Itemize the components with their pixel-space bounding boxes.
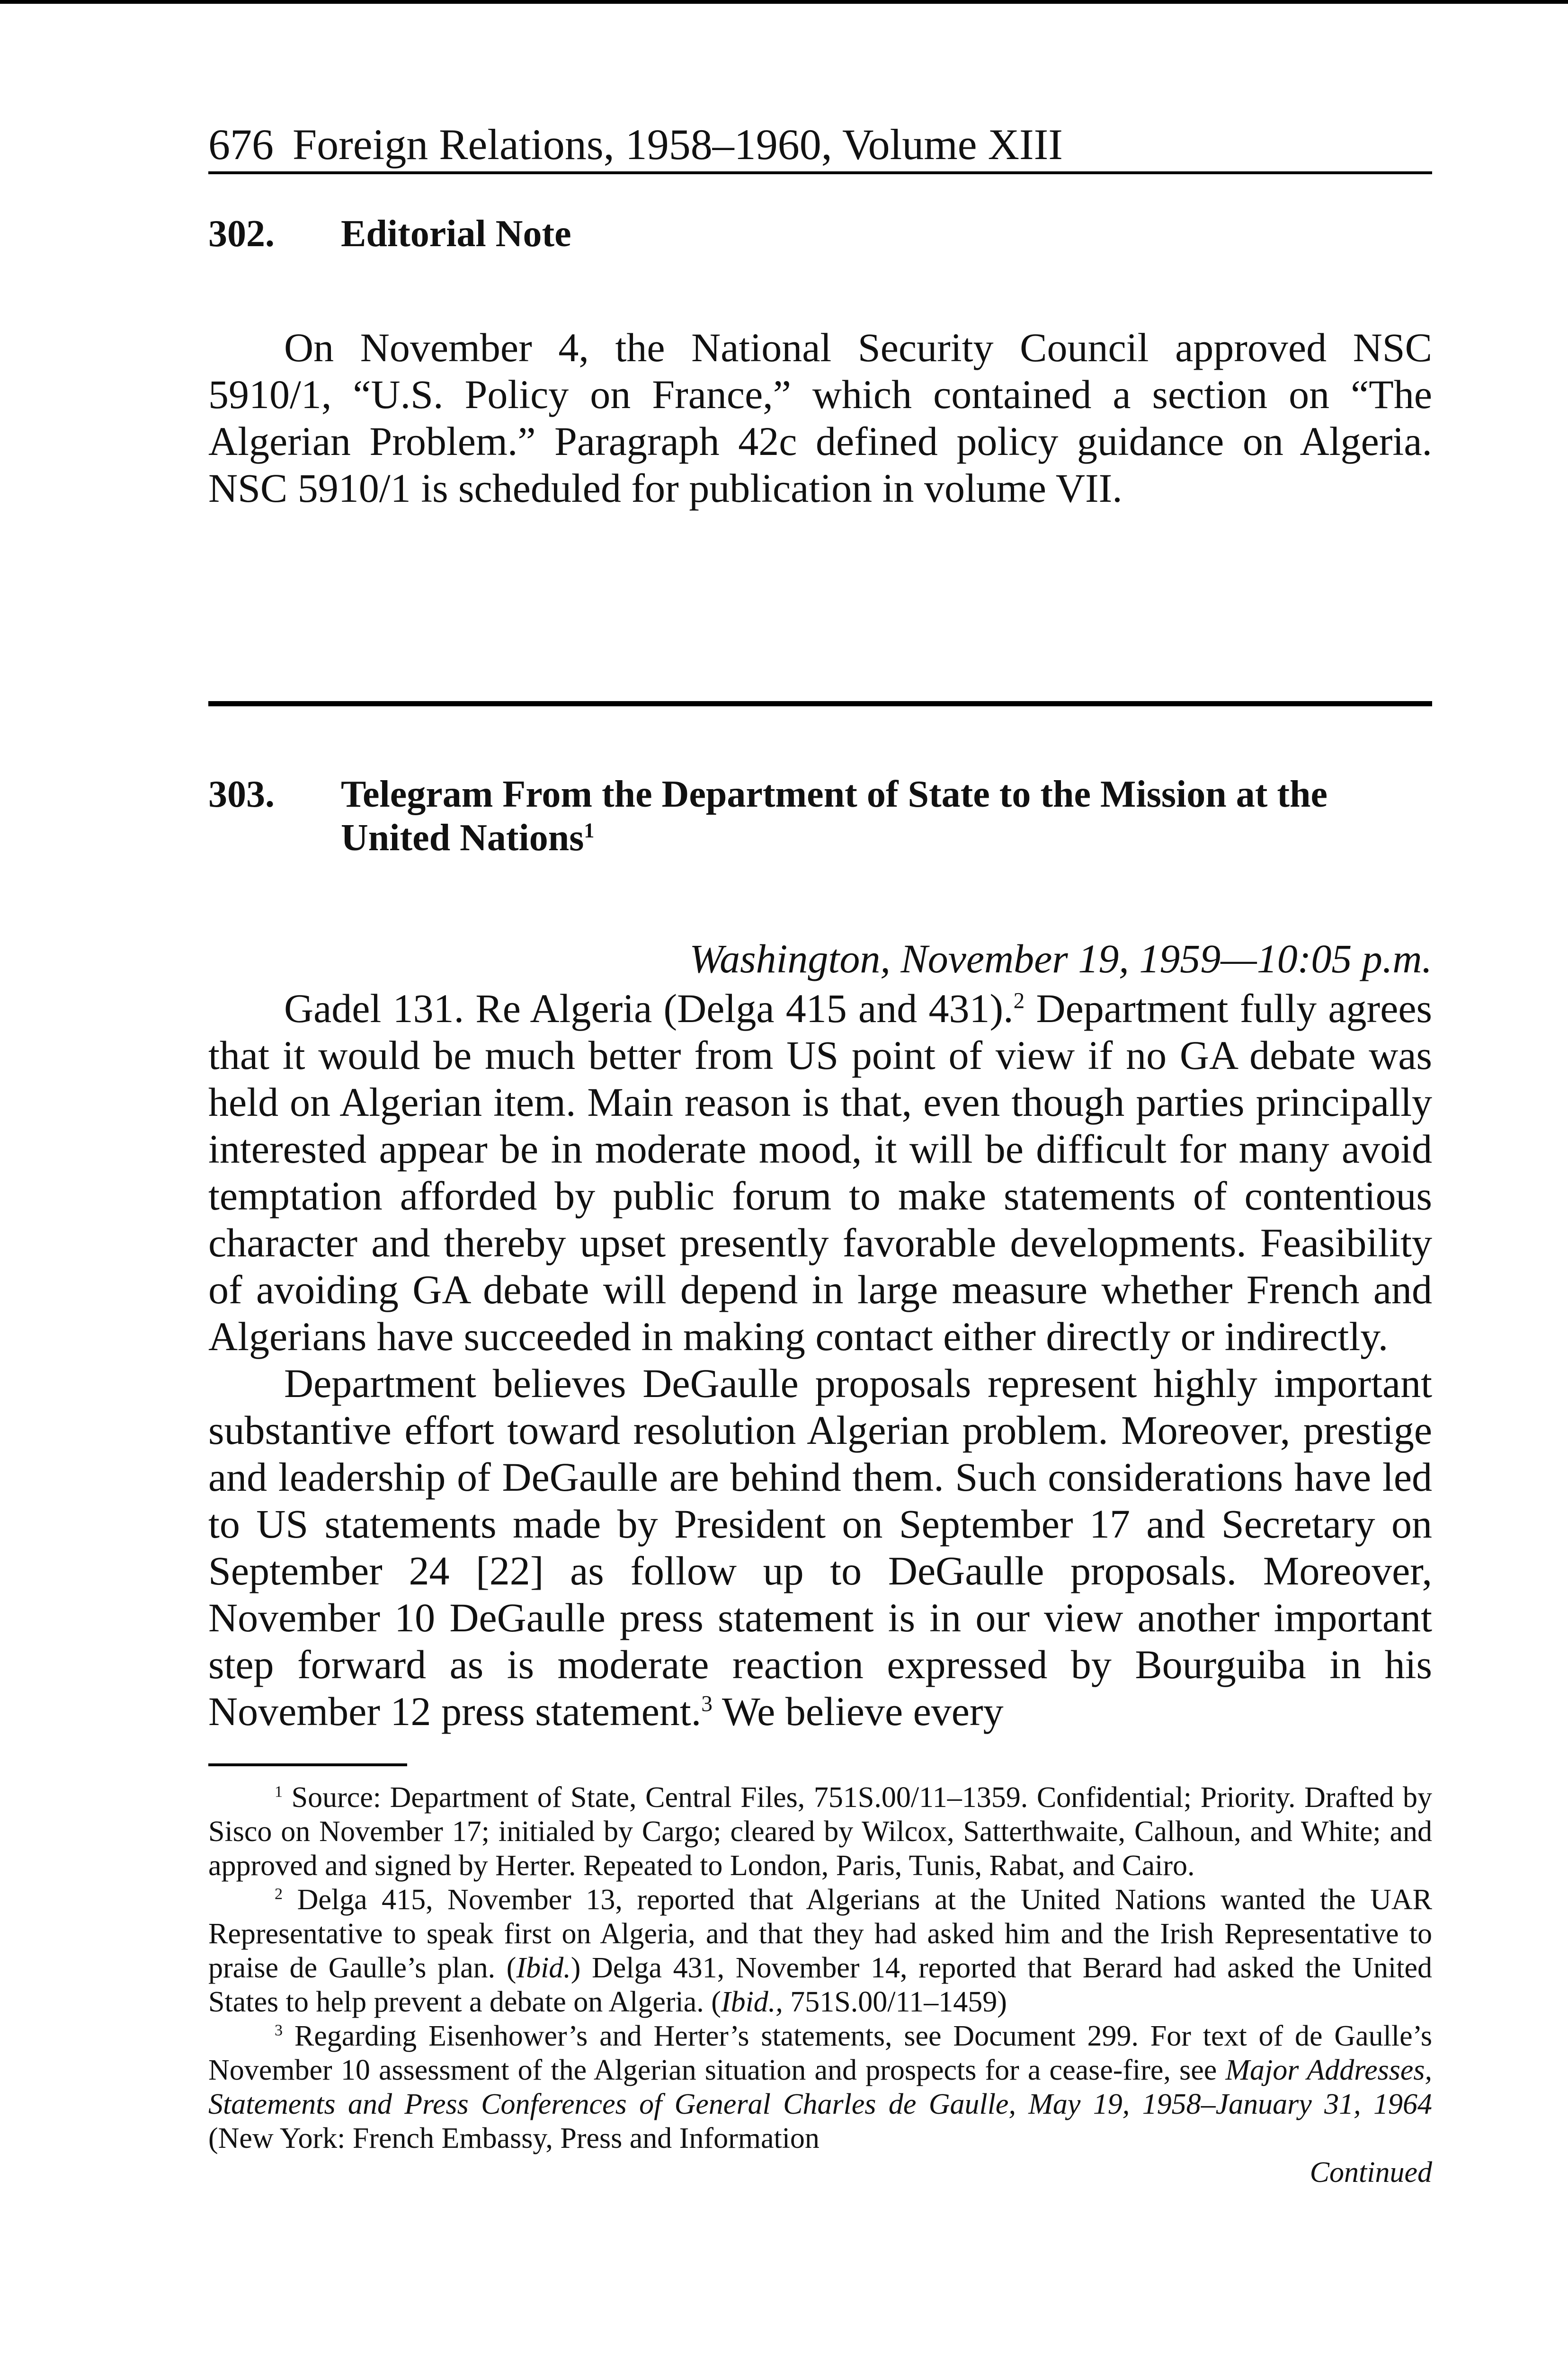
footnote-ref-3[interactable]: 3 [701, 1691, 713, 1717]
footnote-2-ibid-1: Ibid. [516, 1952, 571, 1984]
document-page [208, 118, 1432, 2189]
footnote-2-text-b: ) Delga 431, November 14, reported that Berard had asked the United States to help prevent a debate on Algeria. ( [208, 1952, 1433, 2018]
footnote-ref-2[interactable]: 2 [1013, 988, 1025, 1014]
footnote-separator [208, 1763, 407, 1766]
doc-303-paragraph-2 [208, 1360, 1432, 1735]
doc-303-paragraph-1 [208, 985, 1432, 1360]
doc-302-title: Editorial Note [341, 213, 571, 255]
page-number: 676 [208, 120, 274, 169]
paragraph-2-start: Department believes DeGaulle proposals represent highly important substantive effort toward resolution Algerian problem. Moreover, prestige and leadership of DeGaulle are behind them. Such considerations have led to US statements made by President on September 17 and Secretary on September 24 [22] as follow up to DeGaulle proposals. Moreover, November 10 DeGaulle press statement is in our view another important step forward as is moderate reaction expressed by Bourguiba in his November 12 press statement. [208, 1361, 1432, 1734]
page-top-edge [0, 0, 1568, 4]
doc-303-title-block [341, 773, 1432, 860]
footnote-3-number: 3 [275, 2021, 283, 2039]
paragraph-1-rest: Department fully agrees that it would be much better from US point of view if no GA debate was held on Algerian item. Main reason is that, even though parties principally interested appear be in moderate mood, it will be difficult for many avoid temptation afforded by public forum to make statements of contentious character and thereby upset presently favorable developments. Feasibility of avoiding GA debate will depend in large measure whether French and Algerians have succeeded in making contact either directly or indirectly. [208, 986, 1433, 1359]
footnote-1-number: 1 [275, 1783, 283, 1801]
doc-303-heading [208, 773, 1432, 860]
running-head-title: Foreign Relations, 1958–1960, Volume XIII [293, 120, 1063, 169]
running-head [208, 118, 1432, 174]
paragraph-1-start: Gadel 131. Re Algeria (Delga 415 and 431). [284, 986, 1014, 1031]
footnote-ref-1[interactable]: 1 [584, 819, 595, 842]
continued-label: Continued [1310, 2156, 1432, 2189]
footnote-3 [208, 2019, 1432, 2155]
footnote-2-ibid-2: Ibid., [721, 1986, 783, 2018]
doc-302-heading [208, 212, 1432, 256]
footnote-2-text-c: 751S.00/11–1459) [783, 1986, 1007, 2018]
footnote-1 [208, 1780, 1432, 1883]
footnote-2-number: 2 [275, 1885, 283, 1903]
doc-303-title: Telegram From the Department of State to the Mission at the United Nations [341, 774, 1328, 859]
doc-302-body: On November 4, the National Security Council approved NSC 5910/1, “U.S. Policy on France,” which contained a section on “The Algerian Problem.” Paragraph 42c defined policy guidance on Algeria. NSC 5910/1 is scheduled for publication in volume VII. [208, 325, 1432, 511]
doc-302-number: 302. [208, 213, 275, 255]
footnote-2 [208, 1883, 1432, 2019]
footnote-3-text-b: (New York: French Embassy, Press and Information [208, 2122, 820, 2154]
footnote-1-text: Source: Department of State, Central Files, 751S.00/11–1359. Confidential; Priority. Drafted by Sisco on November 17; initialed by Cargo; cleared by Wilcox, Satterthwaite, Calhoun, and White; and approved and signed by Herter. Repeated to London, Paris, Tunis, Rabat, and Cairo. [208, 1781, 1432, 1882]
footnote-3-text-a: Regarding Eisenhower’s and Herter’s statements, see Document 299. For text of de Gaulle’s November 10 assessment of the Algerian situation and prospects for a cease-fire, see [208, 2020, 1432, 2086]
footnote-3-cited-title: Major Addresses, Statements and Press Conferences of General Charles de Gaulle, May 19, 1958–January 31, 1964 [208, 2054, 1432, 2120]
footnotes [208, 1780, 1432, 2189]
doc-303-number: 303. [208, 774, 275, 815]
footnote-2-text-a: Delga 415, November 13, reported that Algerians at the United Nations wanted the UAR Representative to speak first on Algeria, and that they had asked him and the Irish Representative to praise de Gaulle’s plan. ( [208, 1884, 1432, 1984]
dateline: Washington, November 19, 1959—10:05 p.m. [689, 936, 1432, 981]
section-divider [208, 701, 1432, 706]
paragraph-2-rest: We believe every [712, 1689, 1004, 1734]
